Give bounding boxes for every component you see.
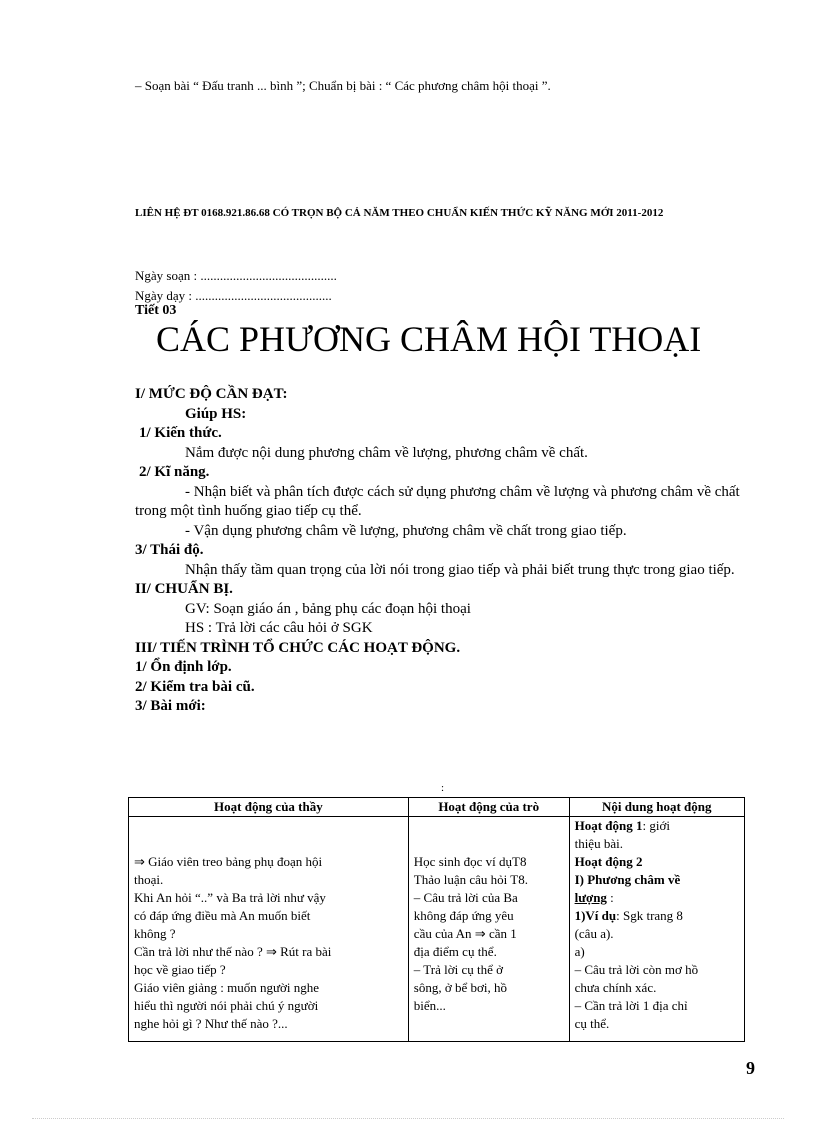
content-cell — [569, 817, 744, 1042]
subsection-colon: : — [606, 890, 614, 905]
example-text-2: (câu a). — [574, 926, 614, 941]
content-line: – Cần trả lời 1 địa chỉ — [574, 998, 688, 1013]
a-label: a) — [574, 944, 585, 959]
teacher-prep: GV: Soạn giáo án , bảng phụ các đoạn hội thoại — [185, 600, 471, 617]
skills-text-1: - Nhận biết và phân tích được cách sử dụng phương châm về lượng và phương châm về chất trong một tình huống giao tiếp cụ thể. — [135, 483, 740, 519]
student-line: sông, ở bể bơi, hồ — [413, 980, 507, 995]
teacher-line: Cần trả lời như thế nào ? ⇒ Rút ra bài — [134, 944, 332, 959]
subsection-heading-2: lượng — [574, 890, 607, 905]
homework-line: – Soạn bài “ Đấu tranh ... bình ”; Chuẩn bị bài : “ Các phương châm hội thoại ”. — [135, 78, 551, 93]
activity-2-label: Hoạt động 2 — [574, 854, 643, 869]
teacher-line: ⇒ Giáo viên treo bảng phụ đoạn hội — [134, 854, 323, 869]
header-student: Hoạt động của trò — [408, 798, 569, 817]
teacher-line: thoại. — [134, 872, 164, 887]
content-line: cụ thể. — [574, 1016, 610, 1031]
teacher-line: nghe hỏi gì ? Như thế nào ?... — [134, 1016, 288, 1031]
student-line: Học sinh đọc ví dụT8 — [413, 854, 527, 869]
attitude-heading: 3/ Thái độ. — [135, 542, 204, 558]
subsection-heading: I) Phương châm về — [574, 872, 681, 887]
activity-table — [128, 797, 745, 1042]
student-line: cầu của An ⇒ cần 1 — [413, 926, 517, 941]
teacher-line: Khi An hỏi “..” và Ba trả lời như vậy — [134, 890, 326, 905]
activity-1-label: Hoạt động 1 — [574, 818, 643, 833]
contact-banner: LIÊN HỆ ĐT 0168.921.86.68 CÓ TRỌN BỘ CẢ NĂM THEO CHUẨN KIẾN THỨC KỸ NĂNG MỚI 2011-2012 — [135, 207, 664, 219]
student-line — [414, 817, 564, 835]
teacher-line: hiểu thì người nói phải chú ý người — [134, 998, 319, 1013]
attitude-text: Nhận thấy tầm quan trọng của lời nói trong giao tiếp và phải biết trung thực trong giao tiếp. — [185, 561, 735, 578]
section2-heading: II/ CHUẨN BỊ. — [135, 581, 233, 597]
student-prep: HS : Trả lời các câu hỏi ở SGK — [185, 620, 373, 636]
teacher-line — [134, 835, 403, 853]
activity-1-text-2: thiệu bài. — [574, 836, 623, 851]
skills-text-2: - Vận dụng phương châm về lượng, phương châm về chất trong giao tiếp. — [185, 522, 627, 539]
page-number: 9 — [746, 1058, 755, 1078]
teacher-line — [134, 817, 403, 835]
colon-mark: : — [441, 782, 445, 794]
teacher-line: không ? — [134, 926, 176, 941]
knowledge-text: Nắm được nội dung phương châm về lượng, phương châm về chất. — [185, 444, 588, 461]
student-line: – Câu trả lời của Ba — [413, 890, 518, 905]
table-row — [129, 817, 745, 1042]
teacher-line: có đáp ứng điều mà An muốn biết — [134, 908, 311, 923]
student-line — [414, 835, 564, 853]
dates-block — [135, 266, 337, 306]
student-line: không đáp ứng yêu — [413, 908, 514, 923]
student-line: địa điểm cụ thể. — [413, 944, 497, 959]
step-3: 3/ Bài mới: — [135, 698, 206, 714]
section3-heading: III/ TIẾN TRÌNH TỔ CHỨC CÁC HOẠT ĐỘNG. — [135, 639, 461, 656]
lesson-title: CÁC PHƯƠNG CHÂM HỘI THOẠI — [156, 319, 702, 359]
date-taught: Ngày dạy : .......................................... — [135, 288, 332, 303]
date-prepared: Ngày soạn : .......................................... — [135, 268, 337, 283]
header-content: Nội dung hoạt động — [569, 798, 744, 817]
step-1: 1/ Ổn định lớp. — [135, 659, 232, 675]
student-line: – Trả lời cụ thể ở — [413, 962, 504, 977]
skills-heading: 2/ Kĩ năng. — [139, 464, 210, 480]
example-text: : Sgk trang 8 — [616, 908, 683, 923]
student-cell — [408, 817, 569, 1042]
activity-1-text: : giới — [642, 818, 670, 833]
lesson-number: Tiết 03 — [135, 303, 177, 318]
teacher-line: học về giao tiếp ? — [134, 962, 226, 977]
lesson-body — [135, 385, 750, 717]
header-teacher: Hoạt động của thầy — [129, 798, 409, 817]
knowledge-heading: 1/ Kiến thức. — [139, 425, 222, 441]
student-line: biển... — [413, 998, 446, 1013]
content-line: – Câu trả lời còn mơ hồ — [574, 962, 699, 977]
teacher-line: Giáo viên giảng : muốn người nghe — [134, 980, 320, 995]
teacher-cell — [129, 817, 409, 1042]
footer-divider — [32, 1118, 784, 1119]
table-header-row — [129, 798, 745, 817]
step-2: 2/ Kiểm tra bài cũ. — [135, 678, 255, 695]
help-label: Giúp HS: — [185, 405, 247, 422]
example-label: 1)Ví dụ — [574, 908, 617, 923]
content-line: chưa chính xác. — [574, 980, 657, 995]
student-line: Thảo luận câu hỏi T8. — [413, 872, 528, 887]
section1-heading: I/ MỨC ĐỘ CẦN ĐẠT: — [135, 386, 288, 402]
